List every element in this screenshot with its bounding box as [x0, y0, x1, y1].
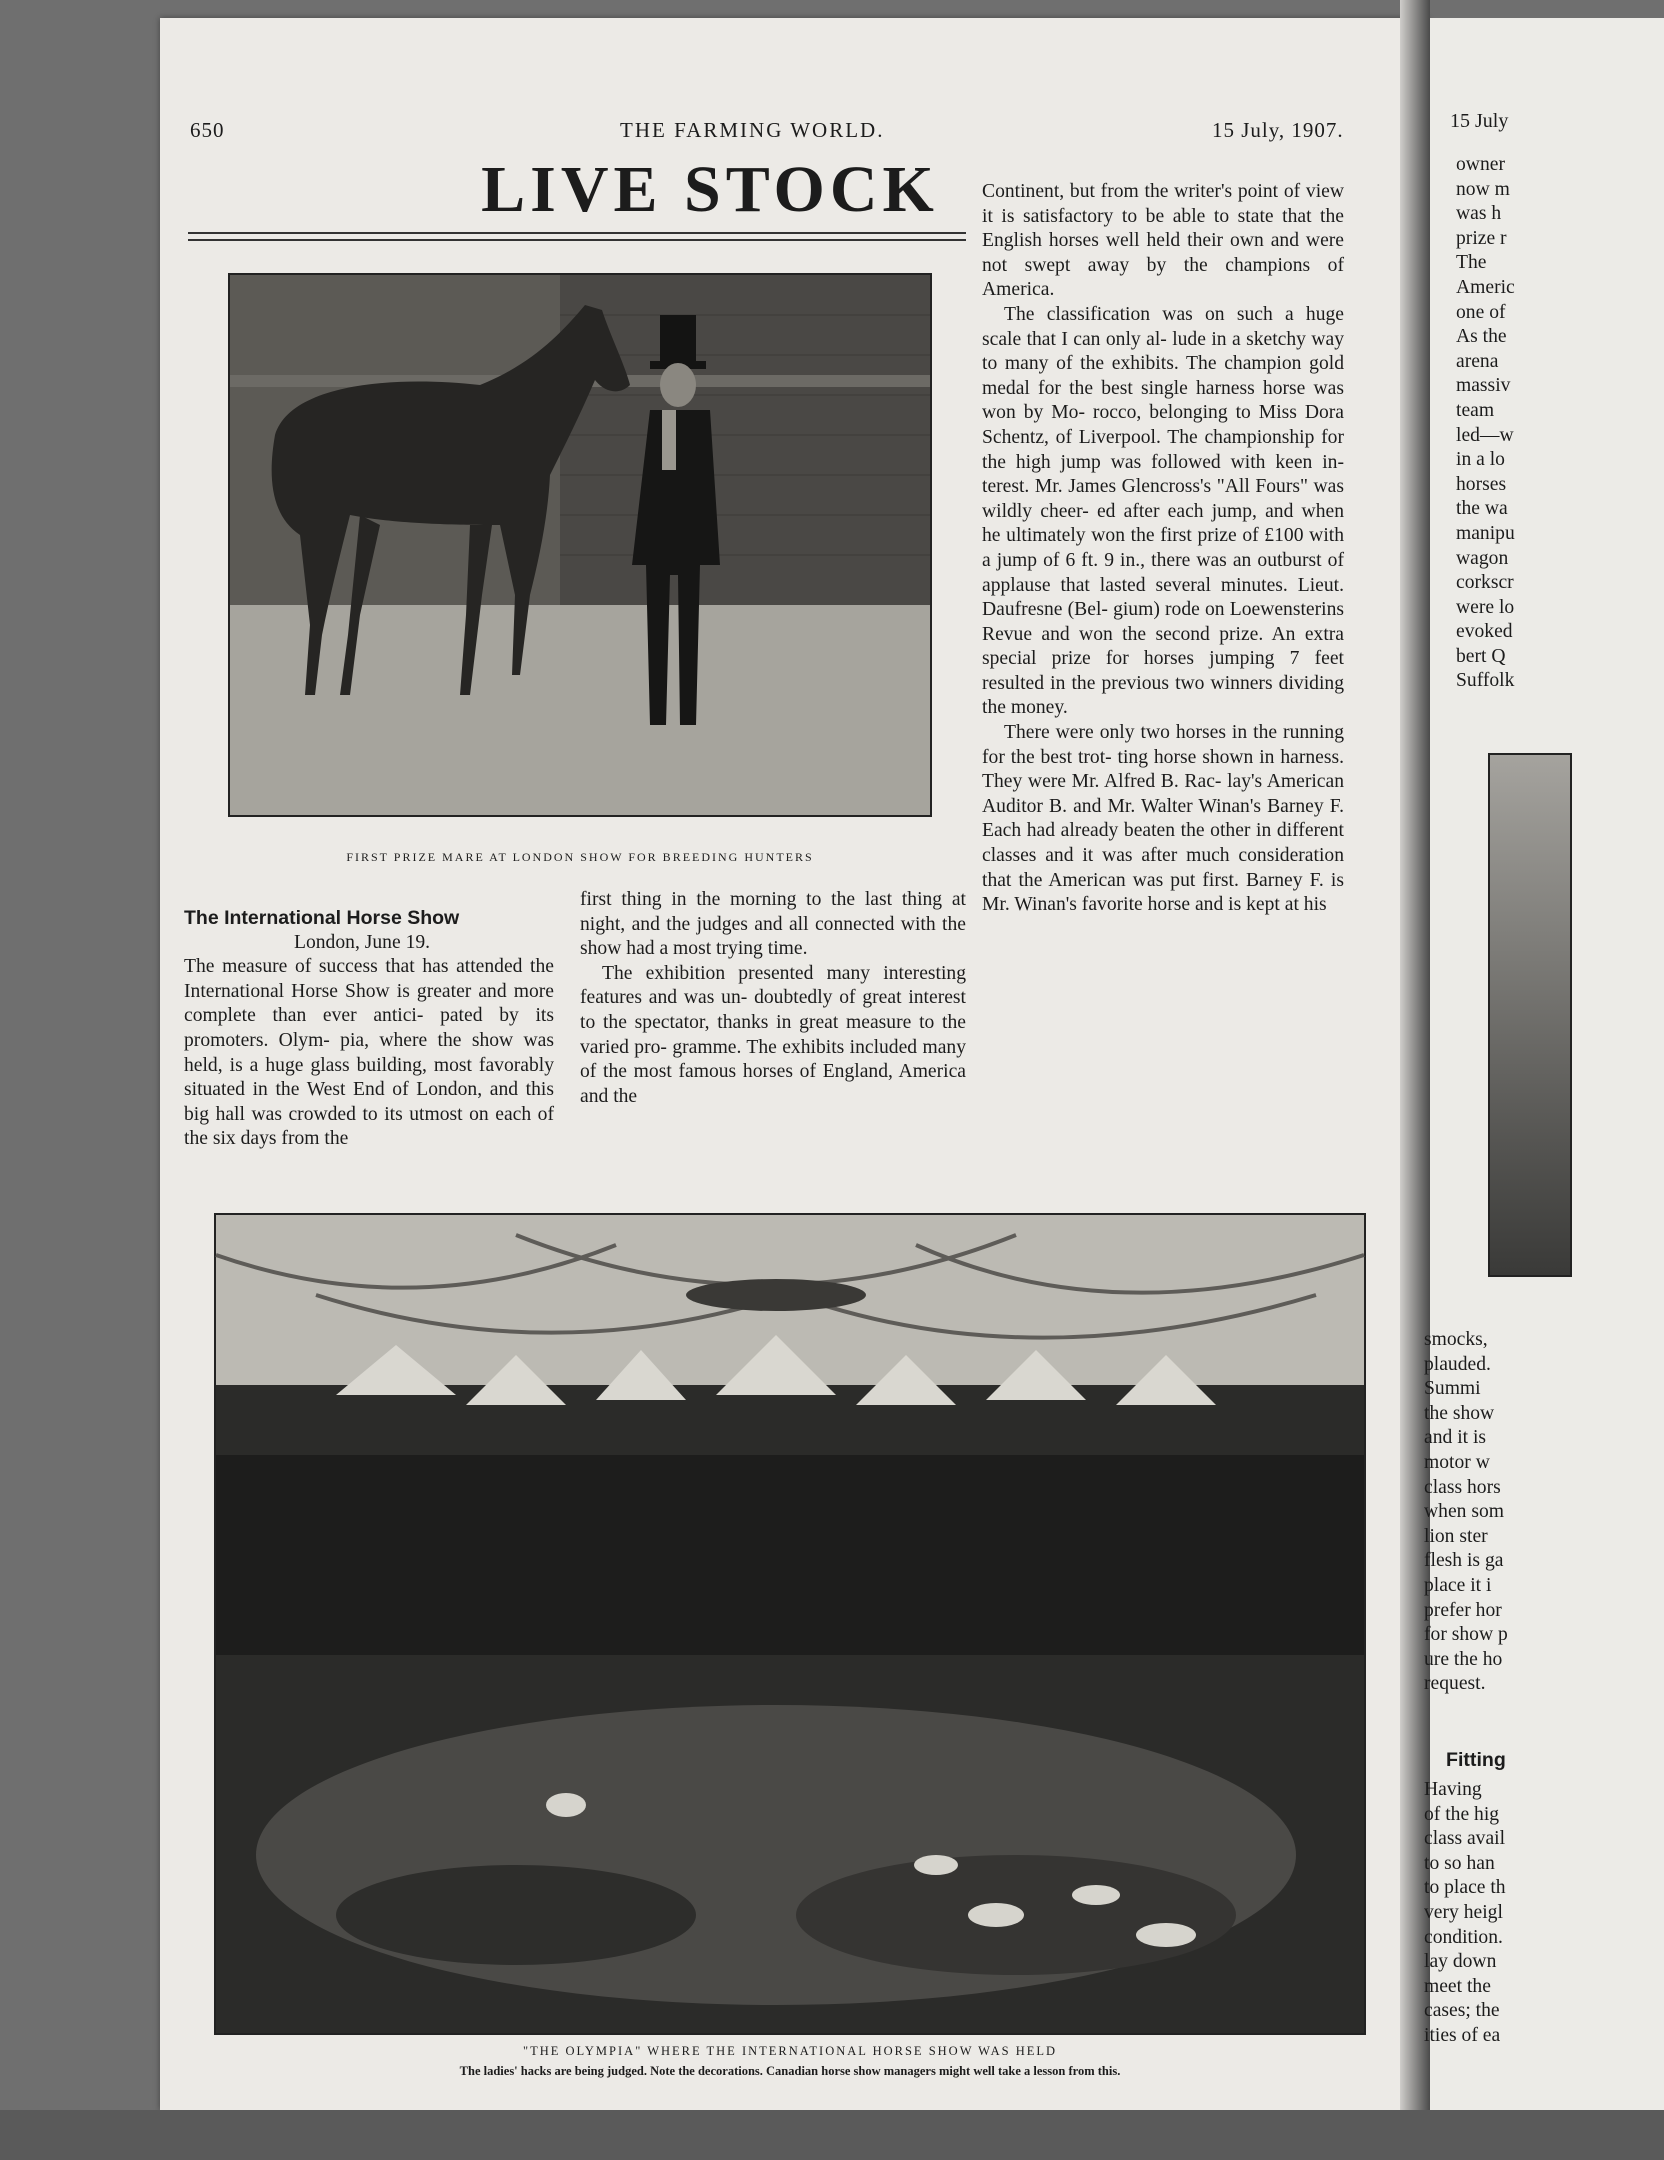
right-page-line: for show p [1424, 1624, 1508, 1646]
right-page-line: to so han [1424, 1852, 1495, 1874]
olympia-photo-illustration [216, 1215, 1364, 2033]
right-page-date: 15 July [1450, 110, 1509, 132]
right-page-line: lay down [1424, 1951, 1497, 1973]
issue-date: 15 July, 1907. [1212, 118, 1344, 142]
article-heading: The International Horse Show [184, 907, 460, 929]
right-page-line: to place th [1424, 1877, 1506, 1899]
right-page-line: led—w [1456, 424, 1514, 446]
article-column-1 [184, 906, 554, 1152]
right-page-line: corkscr [1456, 572, 1514, 594]
article-paragraph: The classification was on such a huge scale that I can only al- lude in a sketchy way to many of the exhibits. The champion gold medal for the best single harness horse was won by Mo- rocco, belonging to Miss Dora Schentz, of Liverpool. The championship for the high jump was followed with keen in- terest. Mr. James Glencross's "All Fours" was wildly cheer- ed after each jump, and when he ultimately won the first prize of £100 with a jump of 6 ft. 9 in., there was an outburst of applause that lasted several minutes. Lieut. Daufresne (Bel- gium) rode on Loewensterins Revue and won the second prize. An extra special prize for horses jumping 7 feet resulted in the previous two winners dividing the money. [982, 303, 1344, 719]
right-page-line: the show [1424, 1402, 1495, 1424]
right-page-line: owner [1456, 154, 1505, 175]
right-page-line: horses [1456, 473, 1507, 495]
article-paragraph: The exhibition presented many interesting features and was un- doubtedly of great interest to the spectator, thanks in great measure to the varied pro- gramme. The exhibits included many of the most famous horses of England, America and the [580, 962, 966, 1107]
right-page-text-bottom [1424, 1778, 1506, 2049]
right-page-edge [1424, 18, 1664, 2110]
right-page-line: flesh is ga [1424, 1550, 1504, 1572]
right-page-text-mid [1424, 1328, 1508, 1697]
right-page-line: place it i [1424, 1574, 1492, 1596]
article-paragraph: Continent, but from the writer's point of view it is satisfactory to be able to state that the English horses well held their own and were not swept away by the champions of America. [982, 181, 1344, 301]
right-page-line: were lo [1456, 596, 1515, 618]
article-column-3 [982, 180, 1344, 918]
right-page-line: class hors [1424, 1476, 1501, 1498]
right-page-line: Summi [1424, 1378, 1481, 1400]
right-page-line: manipu [1456, 522, 1515, 544]
olympia-photo-caption: "THE OLYMPIA" WHERE THE INTERNATIONAL HORSE SHOW WAS HELD [522, 2044, 1058, 2058]
horse-photo-caption: FIRST PRIZE MARE AT LONDON SHOW FOR BREEDING HUNTERS [346, 850, 814, 864]
right-page-line: bert Q [1456, 645, 1506, 667]
page-number: 650 [190, 118, 225, 142]
right-page-line: smocks, [1424, 1329, 1488, 1350]
right-page-line: request. [1424, 1673, 1486, 1695]
right-page-line: one of [1456, 301, 1506, 323]
right-page-line: now m [1456, 178, 1510, 200]
right-page-line: of the hig [1424, 1803, 1500, 1825]
right-page-line: Americ [1456, 276, 1515, 298]
section-title: LIVE STOCK [481, 153, 939, 226]
right-page-line: prize r [1456, 227, 1507, 249]
article-paragraph: first thing in the morning to the last thing at night, and the judges and all connected with the show had a most trying time. [580, 889, 966, 960]
right-page-heading: Fitting [1446, 1749, 1506, 1771]
scanner-bottom-bar [0, 2110, 1664, 2160]
right-page-line: Suffolk [1456, 670, 1515, 692]
right-page-line: prefer hor [1424, 1599, 1502, 1621]
right-page-line: As the [1456, 326, 1507, 348]
title-rule [188, 232, 966, 241]
right-page-line: The [1456, 252, 1487, 274]
article-column-2 [580, 888, 966, 1109]
right-page-line: motor w [1424, 1451, 1490, 1473]
right-page-line: Having [1424, 1779, 1482, 1800]
right-page-line: class avail [1424, 1828, 1506, 1850]
article-dateline: London, June 19. [294, 931, 431, 953]
right-page-line: plauded. [1424, 1353, 1491, 1375]
article-paragraph: The measure of success that has attended the International Horse Show is greater and more complete than ever antici- pated by its promoters. Olym- pia, where the show was held, is a huge glass building, most favorably situated in the West End of London, and this big hall was crowded to its utmost on each of the six days from the [184, 956, 554, 1150]
right-page-line: in a lo [1456, 449, 1505, 471]
right-page-line: lion ster [1424, 1525, 1488, 1547]
right-page-line: cases; the [1424, 2000, 1500, 2022]
right-page-photo [1488, 753, 1572, 1277]
horse-photo [228, 273, 932, 817]
horse-photo-illustration [230, 275, 930, 815]
right-page-line: team [1456, 399, 1495, 421]
right-page-text-top [1456, 153, 1515, 694]
olympia-photo-subcaption: The ladies' hacks are being judged. Note the decorations. Canadian horse show managers might well take a lesson from this. [459, 2064, 1121, 2078]
article-paragraph: There were only two horses in the running for the best trot- ting horse shown in harness. They were Mr. Alfred B. Rac- lay's American Auditor B. and Mr. Walter Winan's Barney F. Each had already beaten the other in different classes and it was after much consideration that the American was put first. Barney F. is Mr. Winan's favorite horse and is kept at his [982, 722, 1344, 916]
right-page-line: condition. [1424, 1926, 1503, 1948]
right-page-line: wagon [1456, 547, 1509, 569]
magazine-page [160, 18, 1428, 2110]
right-page-line: meet the [1424, 1975, 1491, 1997]
right-page-line: was h [1456, 203, 1502, 225]
olympia-photo [214, 1213, 1366, 2035]
right-page-line: very heigl [1424, 1901, 1503, 1923]
right-page-line: when som [1424, 1501, 1505, 1523]
right-page-line: ure the ho [1424, 1648, 1503, 1670]
right-page-line: massiv [1456, 375, 1511, 397]
right-page-line: ities of ea [1424, 2024, 1501, 2046]
right-page-line: and it is [1424, 1427, 1487, 1449]
right-page-line: arena [1456, 350, 1499, 372]
right-page-line: evoked [1456, 621, 1513, 643]
journal-title: THE FARMING WORLD. [620, 118, 885, 142]
right-page-line: the wa [1456, 498, 1508, 520]
